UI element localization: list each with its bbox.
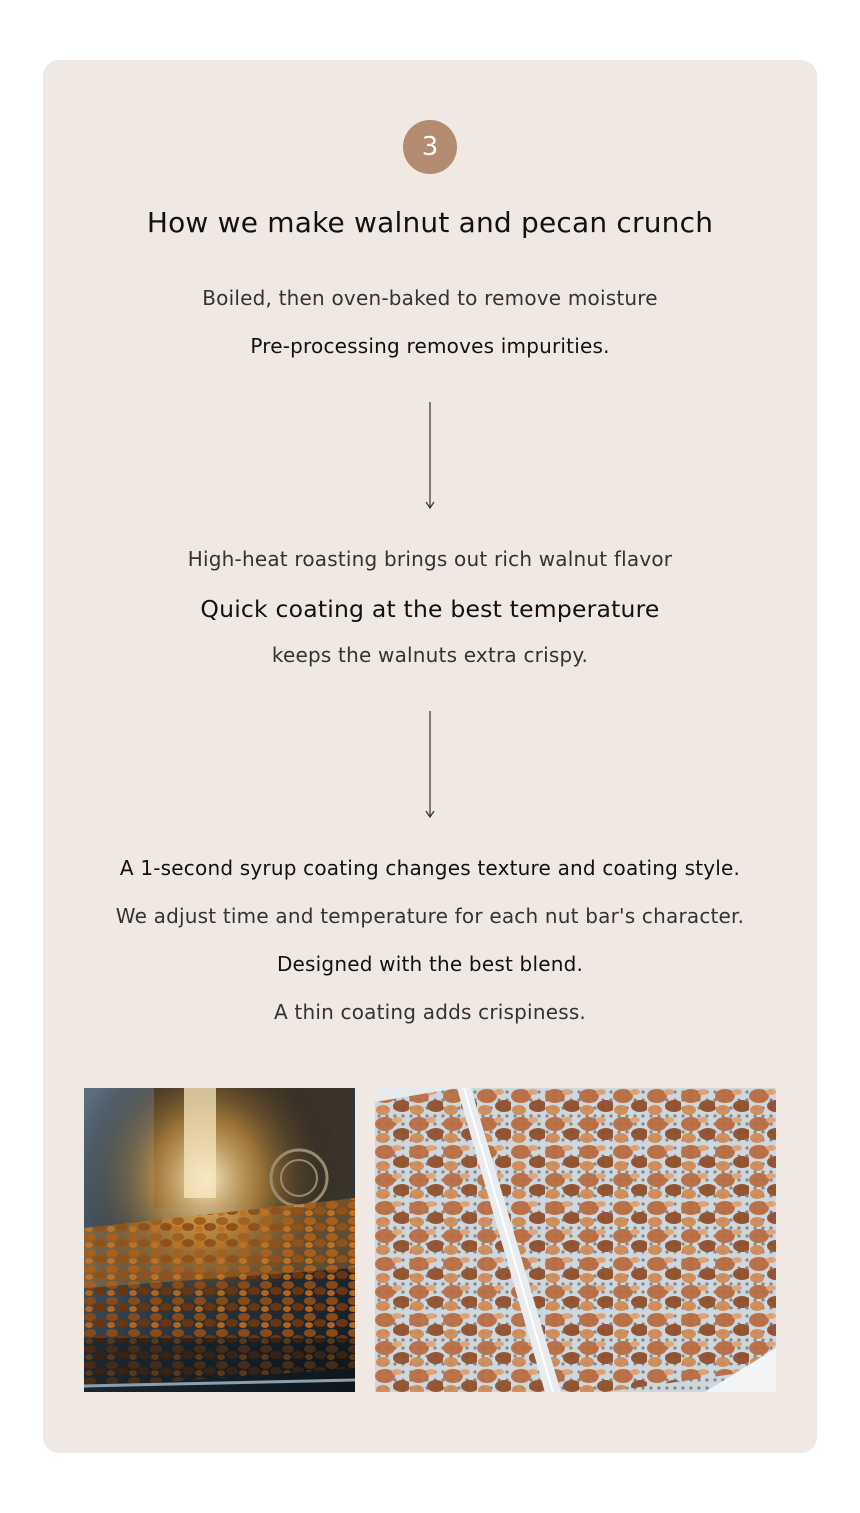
step-number-badge: 3 <box>403 120 457 174</box>
stage2-detail: keeps the walnuts extra crispy. <box>271 643 589 667</box>
coated-nuts-tray-photo <box>375 1088 776 1392</box>
stage3-highlight: A 1-second syrup coating changes texture and coating style. <box>119 856 741 880</box>
stage1-description: Boiled, then oven-baked to remove moisture <box>202 286 658 310</box>
stage3-blend: Designed with the best blend. <box>276 952 584 976</box>
oven-roasting-photo <box>84 1088 355 1392</box>
arrow-down-icon <box>422 711 438 821</box>
section-title: How we make walnut and pecan crunch <box>146 206 714 239</box>
arrow-down-icon <box>422 402 438 512</box>
stage2-highlight: Quick coating at the best temperature <box>200 595 660 623</box>
process-step-card <box>43 60 817 1453</box>
stage1-highlight: Pre-processing removes impurities. <box>250 334 610 358</box>
stage3-description: We adjust time and temperature for each nut bar's character. <box>115 904 745 928</box>
stage3-detail: A thin coating adds crispiness. <box>273 1000 586 1024</box>
stage2-description: High-heat roasting brings out rich walnut flavor <box>187 547 673 571</box>
